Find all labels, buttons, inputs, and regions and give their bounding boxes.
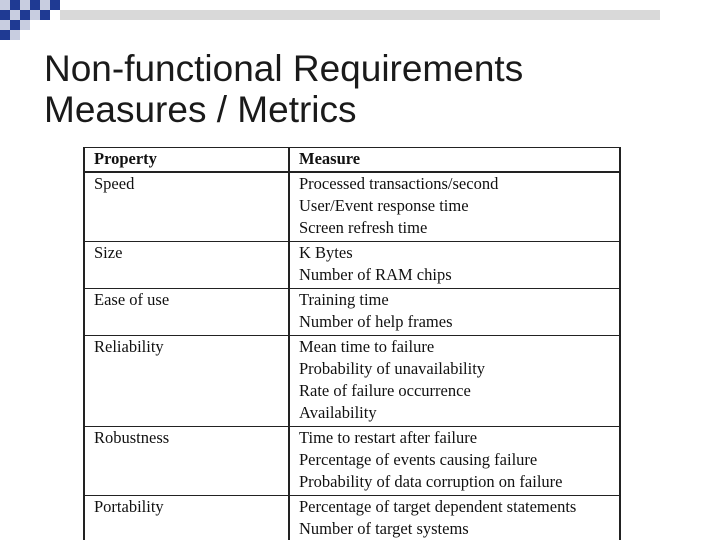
slide-title-line-1: Non-functional Requirements [44, 48, 524, 89]
measure-item: Screen refresh time [299, 218, 428, 237]
top-decorative-bar [60, 10, 660, 20]
checker-square [10, 0, 20, 10]
table-row [83, 241, 621, 288]
checker-square [10, 20, 20, 30]
table-row [83, 288, 621, 335]
measure-item: Probability of data corruption on failure [299, 472, 563, 491]
measure-item: Probability of unavailability [299, 359, 486, 378]
measure-item: Rate of failure occurrence [299, 381, 471, 400]
measure-item: Percentage of target dependent statements [299, 497, 577, 516]
property-cell: Robustness [83, 426, 288, 495]
measure-cell [288, 335, 621, 426]
measure-item: Mean time to failure [299, 337, 435, 356]
header-property: Property [83, 147, 288, 171]
measure-cell [288, 171, 621, 241]
measure-item: K Bytes [299, 243, 353, 262]
table-row [83, 495, 621, 540]
decorative-checker-pattern [0, 0, 60, 40]
table-row [83, 171, 621, 241]
measure-cell [288, 241, 621, 288]
measure-item: Number of RAM chips [299, 265, 452, 284]
metrics-table [83, 147, 621, 540]
property-cell: Size [83, 241, 288, 288]
slide-title-line-2: Measures / Metrics [44, 89, 357, 130]
property-cell: Ease of use [83, 288, 288, 335]
header-measure: Measure [288, 147, 621, 171]
measure-item: User/Event response time [299, 196, 469, 215]
table-row [83, 426, 621, 495]
checker-square [30, 0, 40, 10]
property-cell: Speed [83, 171, 288, 241]
measure-cell [288, 426, 621, 495]
measure-cell [288, 495, 621, 540]
measure-cell [288, 288, 621, 335]
property-cell: Portability [83, 495, 288, 540]
checker-square [40, 0, 50, 10]
measure-item: Number of target systems [299, 519, 469, 538]
checker-square [30, 10, 40, 20]
checker-square [40, 10, 50, 20]
measure-item: Number of help frames [299, 312, 453, 331]
measure-item: Time to restart after failure [299, 428, 478, 447]
checker-square [20, 20, 30, 30]
property-cell: Reliability [83, 335, 288, 426]
checker-square [0, 30, 10, 40]
checker-square [50, 0, 60, 10]
checker-square [20, 10, 30, 20]
table-header-row [83, 147, 621, 171]
checker-square [0, 20, 10, 30]
measure-item: Training time [299, 290, 389, 309]
checker-square [0, 10, 10, 20]
measure-item: Processed transactions/second [299, 174, 499, 193]
table-row [83, 335, 621, 426]
checker-square [0, 0, 10, 10]
checker-square [10, 30, 20, 40]
measure-item: Availability [299, 403, 377, 422]
measure-item: Percentage of events causing failure [299, 450, 538, 469]
slide-title [44, 48, 684, 130]
checker-square [10, 10, 20, 20]
checker-square [20, 0, 30, 10]
